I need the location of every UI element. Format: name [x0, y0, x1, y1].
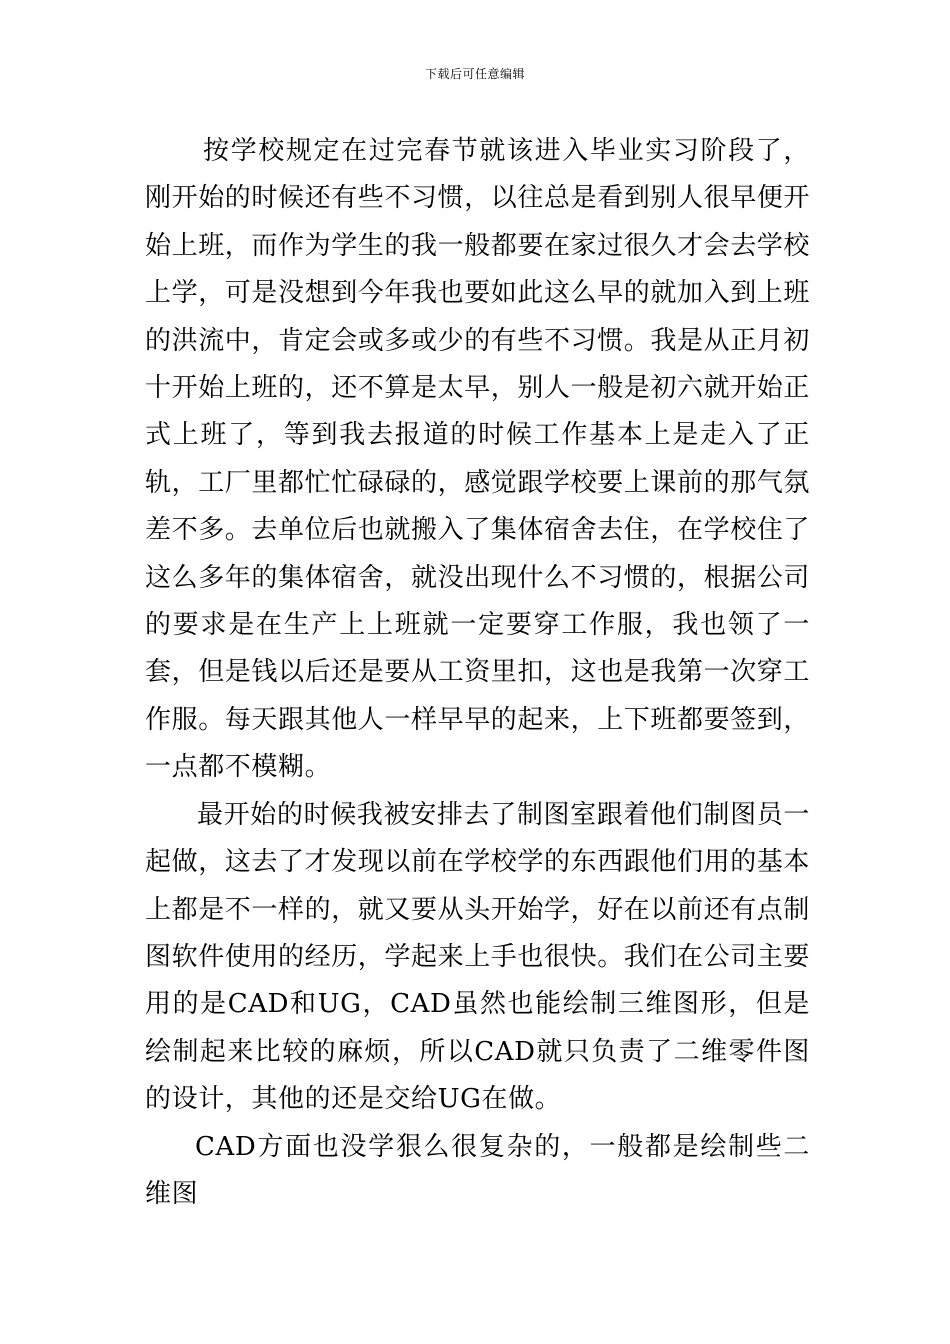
document-body: [145, 128, 810, 1218]
paragraph-drafting-room: 最开始的时候我被安排去了制图室跟着他们制图员一起做，这去了才发现以前在学校学的东西跟他们用的基本上都是不一样的，就又要从头开始学，好在以前还有点制图软件使用的经历，学起来上手也很快。我们在公司主要用的是CAD和UG，CAD虽然也能绘制三维图形，但是绘制起来比较的麻烦，所以CAD就只负责了二维零件图的设计，其他的还是交给UG在做。: [145, 799, 811, 1115]
paragraph-internship-start: 按学校规定在过完春节就该进入毕业实习阶段了，刚开始的时候还有些不习惯，以往总是看到别人很早便开始上班，而作为学生的我一般都要在家过很久才会去学校上学，可是没想到今年我也要如此这么早的就加入到上班的洪流中，肯定会或多或少的有些不习惯。我是从正月初十开始上班的，还不算是太早，别人一般是初六就开始正式上班了，等到我去报道的时候工作基本上是走入了正轨，工厂里都忙忙碌碌的，感觉跟学校要上课前的那气氛差不多。去单位后也就搬入了集体宿舍去住，在学校住了这么多年的集体宿舍，就没出现什么不习惯的，根据公司的要求是在生产上上班就一定要穿工作服，我也领了一套，但是钱以后还是要从工资里扣，这也是我第一次穿工作服。每天跟其他人一样早早的起来，上下班都要签到，一点都不模糊。: [145, 136, 811, 783]
page-header: 下载后可任意编辑: [424, 67, 525, 81]
paragraph-cad-work: CAD方面也没学狠么很复杂的，一般都是绘制些二维图: [145, 1131, 810, 1209]
